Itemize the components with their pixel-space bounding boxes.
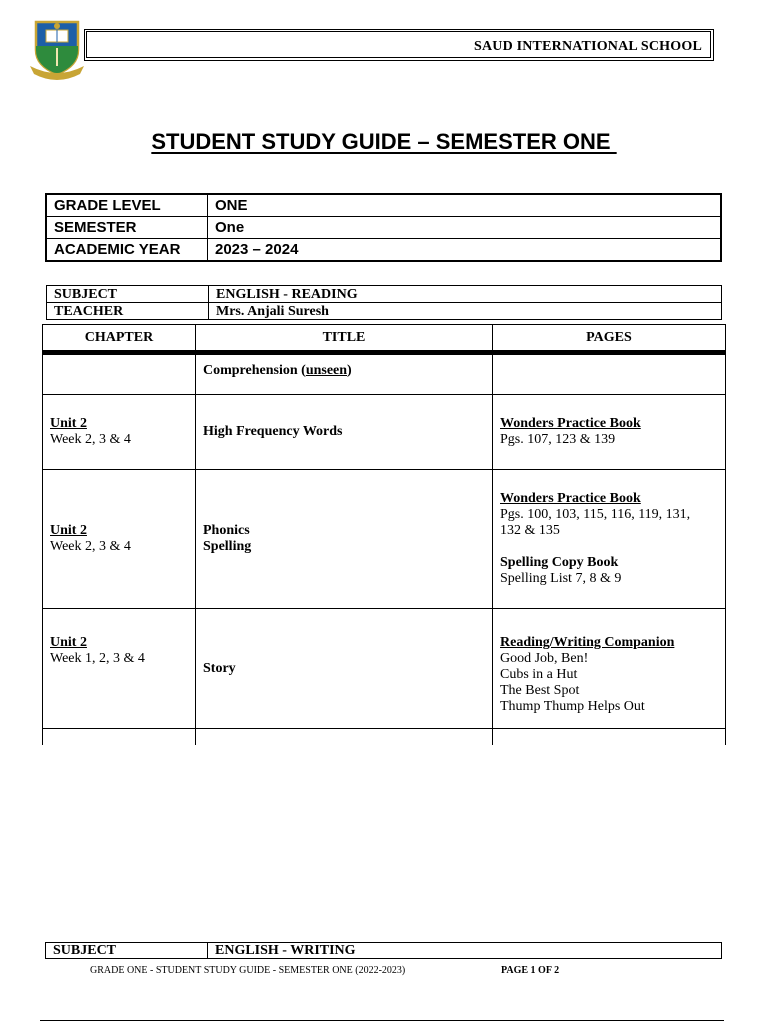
book-name: Spelling Copy Book [500, 555, 619, 570]
unit-label: Unit 2 [50, 416, 87, 431]
subject-table [46, 285, 722, 320]
week-label: Week 2, 3 & 4 [50, 539, 131, 554]
academic-year-label: ACADEMIC YEAR [46, 239, 208, 262]
pages-cell [493, 729, 726, 745]
table-row [43, 729, 726, 745]
pages-cell [493, 609, 726, 729]
pages-header: PAGES [493, 325, 726, 353]
footer-text: GRADE ONE - STUDENT STUDY GUIDE - SEMESTER ONE (2022-2023) [90, 965, 406, 976]
story-title: Good Job, Ben! [500, 651, 589, 666]
chapter-cell [43, 395, 196, 470]
chapter-cell [43, 609, 196, 729]
teacher-value: Mrs. Anjali Suresh [209, 303, 722, 320]
academic-year-value: 2023 – 2024 [208, 239, 722, 262]
page-numbers: Pgs. 100, 103, 115, 116, 119, 131, [500, 507, 691, 522]
title-cell [196, 729, 493, 745]
pages-cell [493, 470, 726, 609]
story-title: Thump Thump Helps Out [500, 699, 645, 714]
chapter-cell [43, 353, 196, 395]
unit-label: Unit 2 [50, 635, 87, 650]
page-title: STUDENT STUDY GUIDE – SEMESTER ONE [151, 129, 617, 154]
title-cell: Comprehension (unseen) [196, 353, 493, 395]
table-row [46, 239, 721, 262]
grade-level-value: ONE [208, 194, 722, 217]
table-row [47, 286, 722, 303]
table-row [43, 353, 726, 395]
school-crest-icon [28, 16, 86, 82]
footer-divider [40, 1020, 724, 1021]
subject-label: SUBJECT [47, 286, 209, 303]
subject-table-writing [45, 942, 722, 959]
table-row [47, 303, 722, 320]
curriculum-table [42, 324, 726, 745]
header-banner [84, 29, 714, 61]
title-cell: High Frequency Words [196, 395, 493, 470]
title-cell: Phonics Spelling [196, 470, 493, 609]
semester-value: One [208, 217, 722, 239]
unit-label: Unit 2 [50, 523, 87, 538]
table-row [46, 943, 722, 959]
book-name: Wonders Practice Book [500, 491, 641, 506]
page-numbers: Pgs. 107, 123 & 139 [500, 432, 616, 447]
book-name: Reading/Writing Companion [500, 635, 675, 650]
grade-info-table [45, 193, 722, 262]
title-header: TITLE [196, 325, 493, 353]
spelling-list: Spelling List 7, 8 & 9 [500, 571, 622, 586]
book-name: Wonders Practice Book [500, 416, 641, 431]
teacher-label: TEACHER [47, 303, 209, 320]
subject-value: ENGLISH - READING [209, 286, 722, 303]
semester-label: SEMESTER [46, 217, 208, 239]
table-row [43, 395, 726, 470]
grade-level-label: GRADE LEVEL [46, 194, 208, 217]
table-row [43, 470, 726, 609]
chapter-cell [43, 470, 196, 609]
page-number: PAGE 1 OF 2 [501, 965, 560, 976]
table-row [46, 217, 721, 239]
week-label: Week 1, 2, 3 & 4 [50, 651, 145, 666]
school-name: SAUD INTERNATIONAL SCHOOL [473, 39, 702, 54]
chapter-header: CHAPTER [43, 325, 196, 353]
table-row [43, 609, 726, 729]
subject-value: ENGLISH - WRITING [208, 943, 722, 959]
story-title: The Best Spot [500, 683, 580, 698]
subject-label: SUBJECT [46, 943, 208, 959]
table-header-row [43, 325, 726, 353]
table-row [46, 194, 721, 217]
title-cell: Story [196, 609, 493, 729]
week-label: Week 2, 3 & 4 [50, 432, 131, 447]
pages-cell [493, 395, 726, 470]
unseen-text: unseen [305, 363, 348, 378]
pages-cell [493, 353, 726, 395]
chapter-cell [43, 729, 196, 745]
page-numbers: 132 & 135 [500, 523, 560, 538]
story-title: Cubs in a Hut [500, 667, 578, 682]
